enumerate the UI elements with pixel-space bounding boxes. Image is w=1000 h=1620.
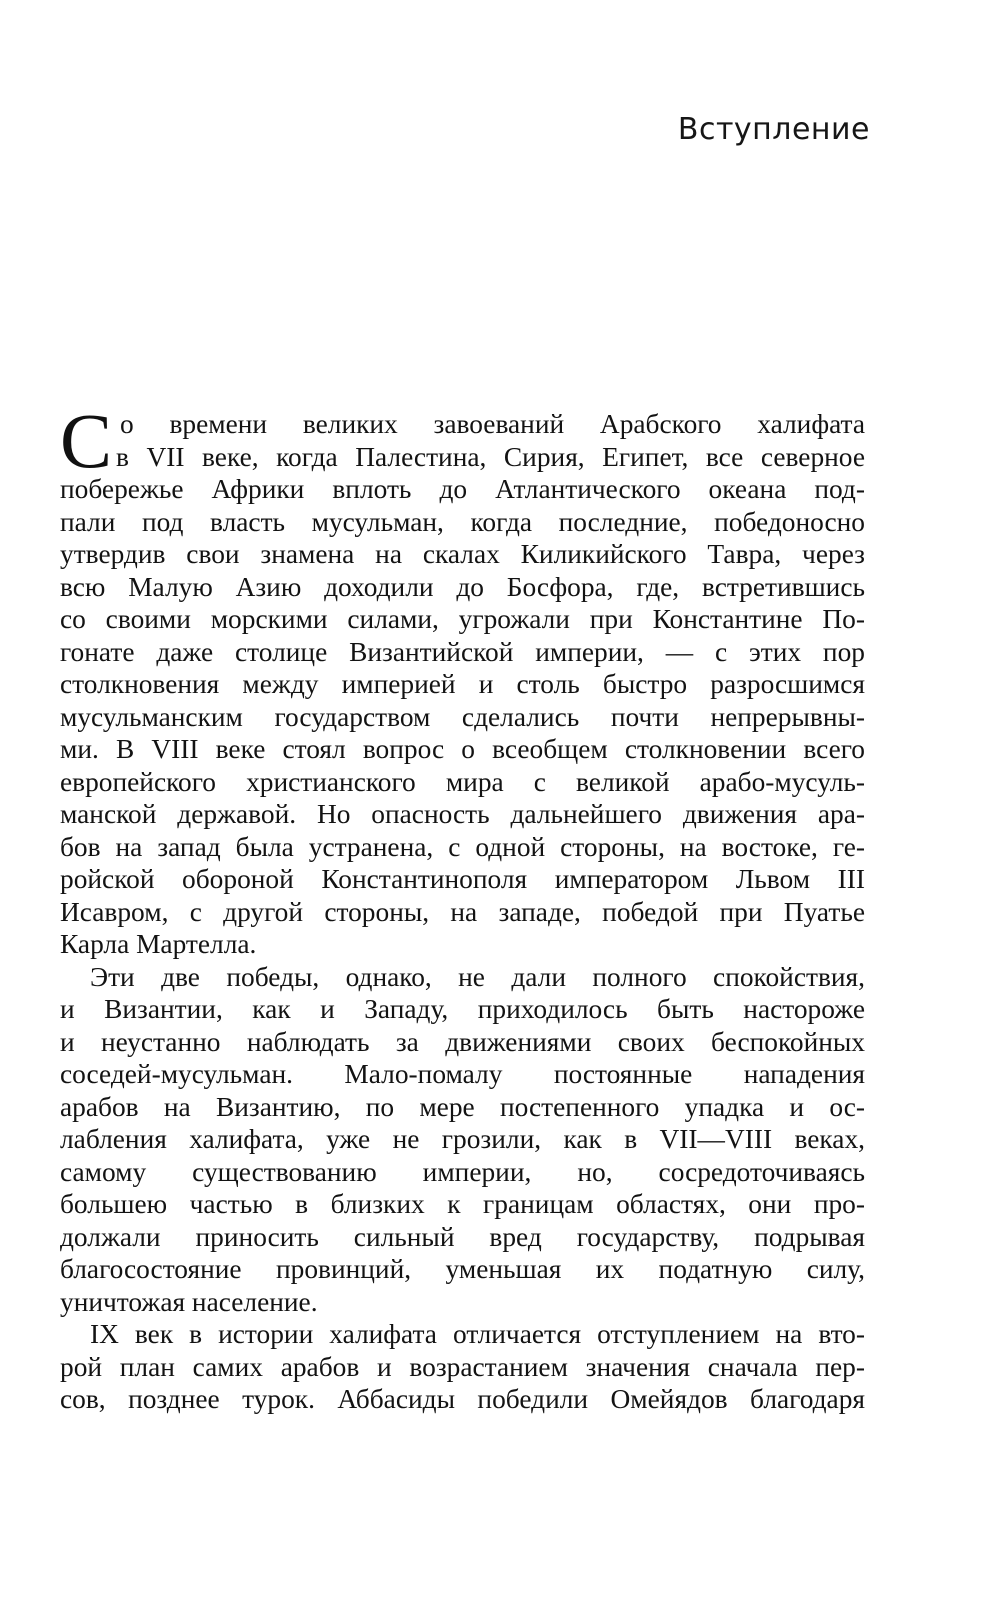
text-line: утвердив свои знамена на скалах Киликийского Тавра, через — [60, 539, 865, 569]
drop-cap: С — [60, 397, 113, 484]
text-line: Эти две победы, однако, не дали полного спокойствия, — [90, 961, 865, 992]
text-line: арабов на Византию, по мере постепенного упадка и ос- — [60, 1091, 865, 1122]
text-line: пали под власть мусульман, когда последние, победоносно — [60, 506, 865, 537]
text-line: соседей-мусульман. Мало-помалу постоянные нападения — [60, 1059, 865, 1089]
text-line: Исавром, с другой стороны, на западе, победой при Пуатье — [60, 896, 865, 927]
text-line: благосостояние провинций, уменьшая их податную силу, — [60, 1254, 865, 1284]
paragraph-3 — [60, 1318, 865, 1416]
text-line: в VII веке, когда Палестина, Сирия, Египет, все северное — [116, 441, 865, 472]
text-line: рой план самих арабов и возрастанием значения сначала пер- — [60, 1351, 865, 1382]
text-line: должали приносить сильный вред государству, подрывая — [60, 1221, 865, 1252]
text-line: ройской обороной Константинополя императором Львом III — [60, 864, 865, 894]
text-line: ми. В VIII веке стоял вопрос о всеобщем столкновении всего — [60, 734, 865, 764]
body-text — [60, 397, 865, 1416]
text-line: IX век в истории халифата отличается отступлением на вто- — [90, 1319, 865, 1349]
text-line: столкновения между империей и столь быстро разросшимся — [60, 669, 865, 699]
text-line: мусульманским государством сделались почти непрерывны- — [60, 701, 865, 732]
text-line: побережье Африки вплоть до Атлантического океана под- — [60, 474, 865, 504]
paragraph-1 — [60, 408, 865, 961]
text-line: самому существованию империи, но, сосредоточиваясь — [60, 1156, 865, 1187]
text-line: уничтожая население. — [60, 1286, 318, 1317]
text-line: европейского христианского мира с великой арабо-мусуль- — [60, 766, 865, 797]
text-line: и неустанно наблюдать за движениями своих беспокойных — [60, 1026, 865, 1057]
text-line: гонате даже столице Византийской империи, — с этих пор — [60, 636, 865, 667]
text-line: Карла Мартелла. — [60, 929, 257, 959]
text-line: о времени великих завоеваний Арабского халифата — [120, 409, 865, 439]
text-line: всю Малую Азию доходили до Босфора, где, встретившись — [60, 571, 865, 602]
text-line: лабления халифата, уже не грозили, как в VII—VIII веках, — [60, 1124, 865, 1154]
text-line: сов, позднее турок. Аббасиды победили Омейядов благодаря — [60, 1384, 865, 1414]
text-line: со своими морскими силами, угрожали при Константине По- — [60, 604, 865, 634]
text-line: манской державой. Но опасность дальнейшего движения ара- — [60, 799, 865, 829]
text-line: и Византии, как и Западу, приходилось быть настороже — [60, 994, 865, 1024]
paragraph-2 — [60, 961, 865, 1319]
text-line: бов на запад была устранена, с одной стороны, на востоке, ге- — [60, 831, 865, 862]
text-line: большею частью в близких к границам областях, они про- — [60, 1189, 865, 1219]
chapter-title: Вступление — [677, 112, 870, 147]
